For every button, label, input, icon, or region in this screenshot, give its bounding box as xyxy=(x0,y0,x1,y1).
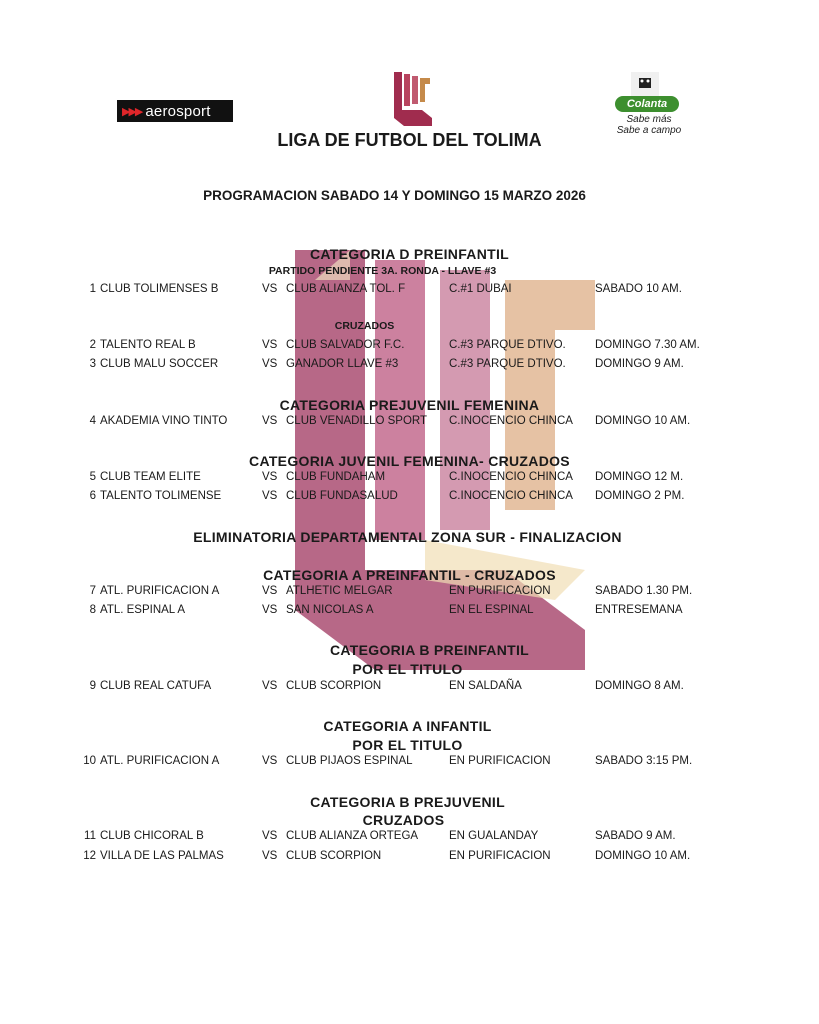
match-row: 10 ATL. PURIFICACION A VS CLUB PIJAOS ESPINAL EN PURIFICACION SABADO 3:15 PM. xyxy=(83,755,693,767)
aerosport-logo: ▶▶▶ aerosport xyxy=(117,100,233,122)
fast-forward-icon: ▶▶▶ xyxy=(122,105,142,118)
liga-tolima-logo xyxy=(390,70,436,128)
category-heading: CATEGORIA D PREINFANTIL xyxy=(309,246,509,262)
category-heading: CATEGORIA B PREINFANTIL xyxy=(329,642,529,658)
category-subheading: POR EL TITULO xyxy=(352,737,463,753)
zone-heading: ELIMINATORIA DEPARTAMENTAL ZONA SUR - FINALIZACION xyxy=(193,529,622,545)
cow-icon xyxy=(631,72,659,96)
match-row: 8 ATL. ESPINAL A VS SAN NICOLAS A EN EL ESPINAL ENTRESEMANA xyxy=(89,604,683,616)
match-row: 4 AKADEMIA VINO TINTO VS CLUB VENADILLO SPORT C.INOCENCIO CHINCA DOMINGO 10 AM. xyxy=(89,415,691,427)
category-heading: CATEGORIA PREJUVENIL FEMENINA xyxy=(279,397,540,413)
match-row: 11 CLUB CHICORAL B VS CLUB ALIANZA ORTEGA EN GUALANDAY SABADO 9 AM. xyxy=(84,830,676,842)
category-subheading: CRUZADOS xyxy=(362,812,445,828)
category-subheading: POR EL TITULO xyxy=(352,661,463,677)
match-row: 7 ATL. PURIFICACION A VS ATLHETIC MELGAR EN PURIFICACION SABADO 1.30 PM. xyxy=(89,585,693,597)
match-row: 6 TALENTO TOLIMENSE VS CLUB FUNDASALUD C.INOCENCIO CHINCA DOMINGO 2 PM. xyxy=(89,490,685,502)
category-heading: CATEGORIA A PREINFANTIL - CRUZADOS xyxy=(263,567,556,583)
match-row: 12 VILLA DE LAS PALMAS VS CLUB SCORPION EN PURIFICACION DOMINGO 10 AM. xyxy=(83,850,691,862)
category-subheading: PARTIDO PENDIENTE 3A. RONDA - LLAVE #3 xyxy=(268,265,497,277)
match-row: 2 TALENTO REAL B VS CLUB SALVADOR F.C. C.#3 PARQUE DTIVO. DOMINGO 7.30 AM. xyxy=(89,339,700,351)
match-row: 5 CLUB TEAM ELITE VS CLUB FUNDAHAM C.INOCENCIO CHINCA DOMINGO 12 M. xyxy=(89,471,684,483)
match-row: 1 CLUB TOLIMENSES B VS CLUB ALIANZA TOL. F C.#1 DUBAI SABADO 10 AM. xyxy=(89,283,682,295)
match-row: 9 CLUB REAL CATUFA VS CLUB SCORPION EN SALDAÑA DOMINGO 8 AM. xyxy=(89,680,684,692)
schedule-subtitle: PROGRAMACION SABADO 14 Y DOMINGO 15 MARZO 2026 xyxy=(203,188,586,203)
category-heading: CATEGORIA B PREJUVENIL xyxy=(310,794,505,810)
match-row: 3 CLUB MALU SOCCER VS GANADOR LLAVE #3 C.#3 PARQUE DTIVO. DOMINGO 9 AM. xyxy=(89,358,684,370)
page-title: LIGA DE FUTBOL DEL TOLIMA xyxy=(277,130,542,150)
colanta-logo: Colanta Sabe más Sabe a campo xyxy=(605,72,687,140)
category-heading: CATEGORIA A INFANTIL xyxy=(323,718,492,734)
category-subheading: CRUZADOS xyxy=(334,320,395,332)
category-heading: CATEGORIA JUVENIL FEMENINA- CRUZADOS xyxy=(249,453,570,469)
